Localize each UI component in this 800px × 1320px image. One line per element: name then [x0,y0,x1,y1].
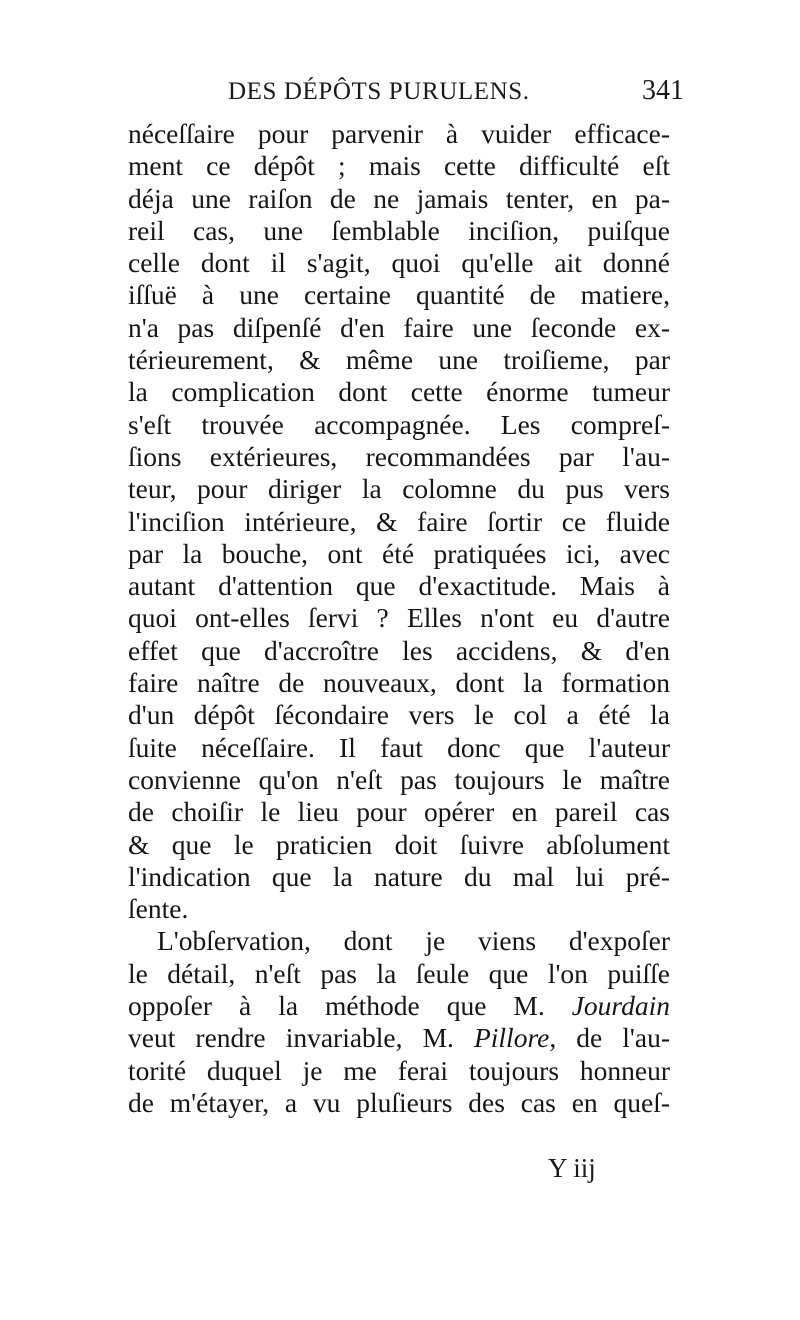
text-line [128,1022,670,1054]
text-span: veut rendre invariable, M. [128,1022,474,1054]
running-title: DES DÉPÔTS PURULENS. [228,78,530,105]
signature-mark: Y iij [548,1153,596,1183]
text-line: de m'étayer, a vu pluſieurs des cas en queſ- [128,1086,670,1118]
text-line: torité duquel je me ferai toujours honneur [128,1054,670,1086]
text-line: déja une raiſon de ne jamais tenter, en pa- [128,182,670,214]
text-line: autant d'attention que d'exactitude. Mais à [128,570,670,602]
text-line: & que le praticien doit ſuivre abſolument [128,828,670,860]
text-line: faire naître de nouveaux, dont la formation [128,667,670,699]
text-line: reil cas, une ſemblable inciſion, puiſque [128,214,670,246]
text-line: néceſſaire pour parvenir à vuider efficace- [128,118,670,149]
text-line: de choiſir le lieu pour opérer en pareil cas [128,796,670,828]
body-text [128,118,670,1119]
text-line: convienne qu'on n'eſt pas toujours le maître [128,763,670,795]
text-line: celle dont il s'agit, quoi qu'elle ait donné [128,247,670,279]
text-line: teur, pour diriger la colomne du pus vers [128,473,670,505]
text-line: ſions extérieures, recommandées par l'au- [128,440,670,472]
text-line: ſente. [128,893,189,925]
text-line: n'a pas diſpenſé d'en faire une ſeconde ex- [128,311,670,343]
text-line: l'inciſion intérieure, & faire ſortir ce fluide [128,505,670,537]
paragraph-2 [128,925,670,1119]
running-head [228,75,688,115]
text-span: oppoſer à la méthode que M. [128,990,572,1022]
paragraph-1 [128,118,670,925]
text-line: par la bouche, ont été pratiquées ici, avec [128,537,670,569]
text-line: quoi ont-elles ſervi ? Elles n'ont eu d'autre [128,602,670,634]
author-name-pillore: Pillore [473,1022,550,1054]
page-number: 341 [642,75,684,106]
text-line: térieurement, & même une troiſieme, par [128,344,670,376]
author-name-jourdain: Jourdain [571,990,670,1022]
text-line: d'un dépôt ſécondaire vers le col a été la [128,699,670,731]
text-line [128,990,670,1022]
text-line: iſſuë à une certaine quantité de matiere, [128,279,670,311]
text-span: , de l'au- [549,1022,670,1054]
text-line: ment ce dépôt ; mais cette difficulté eſt [128,150,670,182]
text-line: effet que d'accroître les accidens, & d'en [128,634,670,666]
text-line: ſuite néceſſaire. Il faut donc que l'auteur [128,731,670,763]
text-line: L'obſervation, dont je viens d'expoſer [157,925,670,957]
text-line: s'eſt trouvée accompagnée. Les compreſ- [128,408,670,440]
text-line: le détail, n'eſt pas la ſeule que l'on puiſſe [128,957,670,989]
text-line: la complication dont cette énorme tumeur [128,376,670,408]
text-line: l'indication que la nature du mal lui pré- [128,860,670,892]
